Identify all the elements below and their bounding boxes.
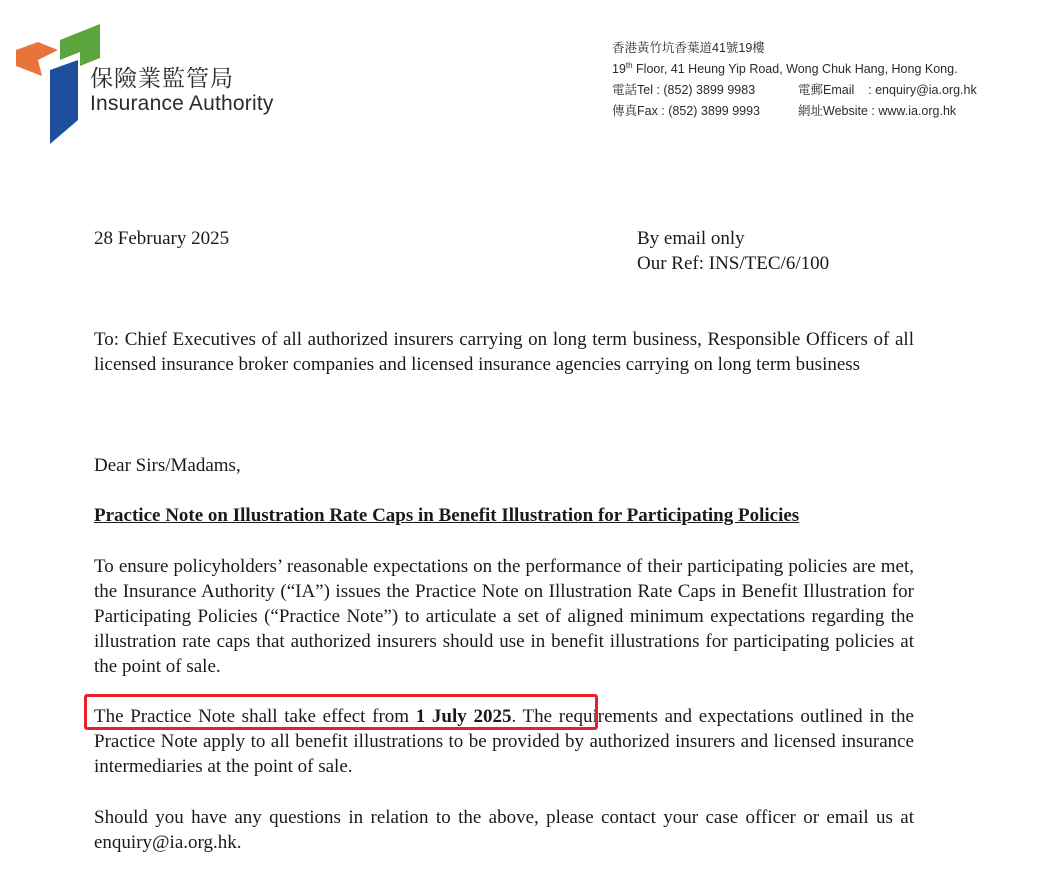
addressees: To: Chief Executives of all authorized insurers carrying on long term business, Responsible Officers of all licensed insurance broker companies and licensed insurance agencies carrying on long term business [94, 329, 914, 375]
paragraph-1: To ensure policyholders’ reasonable expectations on the performance of their participating policies are met, the Insurance Authority (“IA”) issues the Practice Note on Illustration Rate Caps in Benefit Illustration for Participating Policies (“Practice Note”) to articulate a set of aligned minimum expectations regarding the illustration rate caps that authorized insurers should use in benefit illustrations for participating policies at the point of sale. [94, 556, 914, 677]
letter-date: 28 February 2025 [94, 228, 230, 249]
subject-heading: Practice Note on Illustration Rate Caps in Benefit Illustration for Participating Policies [94, 505, 800, 526]
reference-block [637, 226, 829, 276]
brand-name-en: Insurance Authority [90, 92, 274, 115]
floor-number: 19 [612, 62, 626, 76]
our-ref: Our Ref: INS/TEC/6/100 [637, 253, 830, 274]
website: 網址Website : www.ia.org.hk [798, 104, 957, 118]
address-zh: 香港黃竹坑香葉道41號19樓 [612, 41, 765, 55]
letterhead-address [612, 38, 1032, 122]
address-en [612, 59, 1032, 80]
paragraph-3: Should you have any questions in relation to the above, please contact your case officer or email us at enquiry@ia.org.hk. [94, 807, 914, 853]
fax: 傳真Fax : (852) 3899 9993 [612, 104, 760, 118]
contact-row-2 [612, 101, 1032, 122]
telephone: 電話Tel : (852) 3899 9983 [612, 83, 756, 97]
delivery-note: By email only [637, 228, 745, 249]
brand-name-zh: 保險業監管局 [90, 66, 234, 92]
floor-suffix: th [625, 60, 633, 70]
email-contact: 電郵Email : enquiry@ia.org.hk [798, 83, 977, 97]
effective-lead: The Practice Note shall take effect from [94, 706, 416, 727]
effective-date: 1 July 2025 [415, 706, 512, 727]
highlight-box [84, 694, 598, 730]
paragraph-2-rest: . The requirements and expectations outlined in the Practice Note apply to all benefit illustrations to be provided by authorized insurers and licensed insurance intermediaries at the point of sale. [94, 706, 914, 777]
salutation: Dear Sirs/Madams, [94, 455, 241, 476]
brand-block [90, 66, 274, 116]
contact-row-1 [612, 80, 1032, 101]
address-en-rest: Floor, 41 Heung Yip Road, Wong Chuk Hang, Hong Kong. [632, 62, 958, 76]
